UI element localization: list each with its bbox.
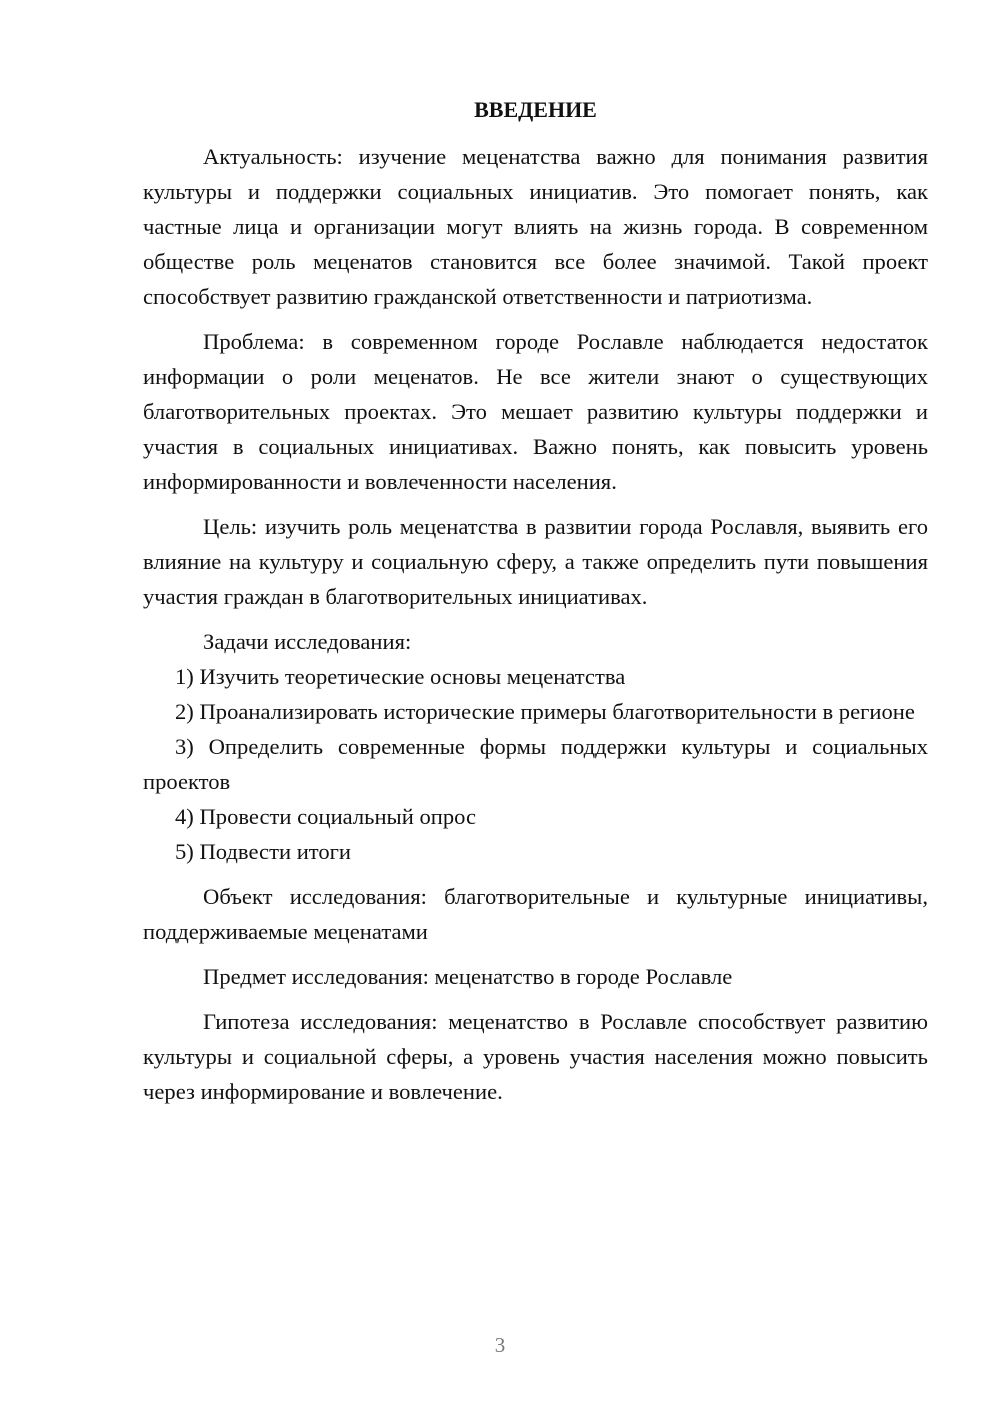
object-paragraph: Объект исследования: благотворительные и культурные инициативы, поддерживаемые меценатами — [143, 884, 928, 944]
subject-paragraph: Предмет исследования: меценатство в городе Рославле — [203, 964, 733, 989]
hypothesis-paragraph: Гипотеза исследования: меценатство в Рославле способствует развитию культуры и социальной сферы, а уровень участия населения можно повысить через информирование и вовлечение. — [143, 1009, 928, 1104]
task-item-2: 2) Проанализировать исторические примеры благотворительности в регионе — [175, 699, 915, 724]
section-heading: ВВЕДЕНИЕ — [474, 97, 597, 122]
page-number: 3 — [494, 1333, 506, 1357]
task-item-1: 1) Изучить теоретические основы меценатства — [175, 664, 626, 689]
problem-paragraph: Проблема: в современном городе Рославле наблюдается недостаток информации о роли меценатов. Не все жители знают о существующих благотворительных проектах. Это мешает развитию культуры поддержки и участия в социальных инициативах. Важно понять, как повысить уровень информированности и вовлеченности населения. — [143, 329, 928, 494]
task-item-3: 3) Определить современные формы поддержки культуры и социальных проектов — [143, 734, 928, 794]
goal-paragraph: Цель: изучить роль меценатства в развитии города Рославля, выявить его влияние на культуру и социальную сферу, а также определить пути повышения участия граждан в благотворительных инициативах. — [143, 514, 928, 609]
tasks-title: Задачи исследования: — [203, 629, 412, 654]
relevance-paragraph: Актуальность: изучение меценатства важно для понимания развития культуры и поддержки социальных инициатив. Это помогает понять, как частные лица и организации могут влиять на жизнь города. В современном обществе роль меценатов становится все более значимой. Такой проект способствует развитию гражданской ответственности и патриотизма. — [143, 144, 928, 309]
task-item-4: 4) Провести социальный опрос — [175, 804, 477, 829]
document-page — [143, 95, 928, 1109]
task-item-5: 5) Подвести итоги — [175, 839, 352, 864]
